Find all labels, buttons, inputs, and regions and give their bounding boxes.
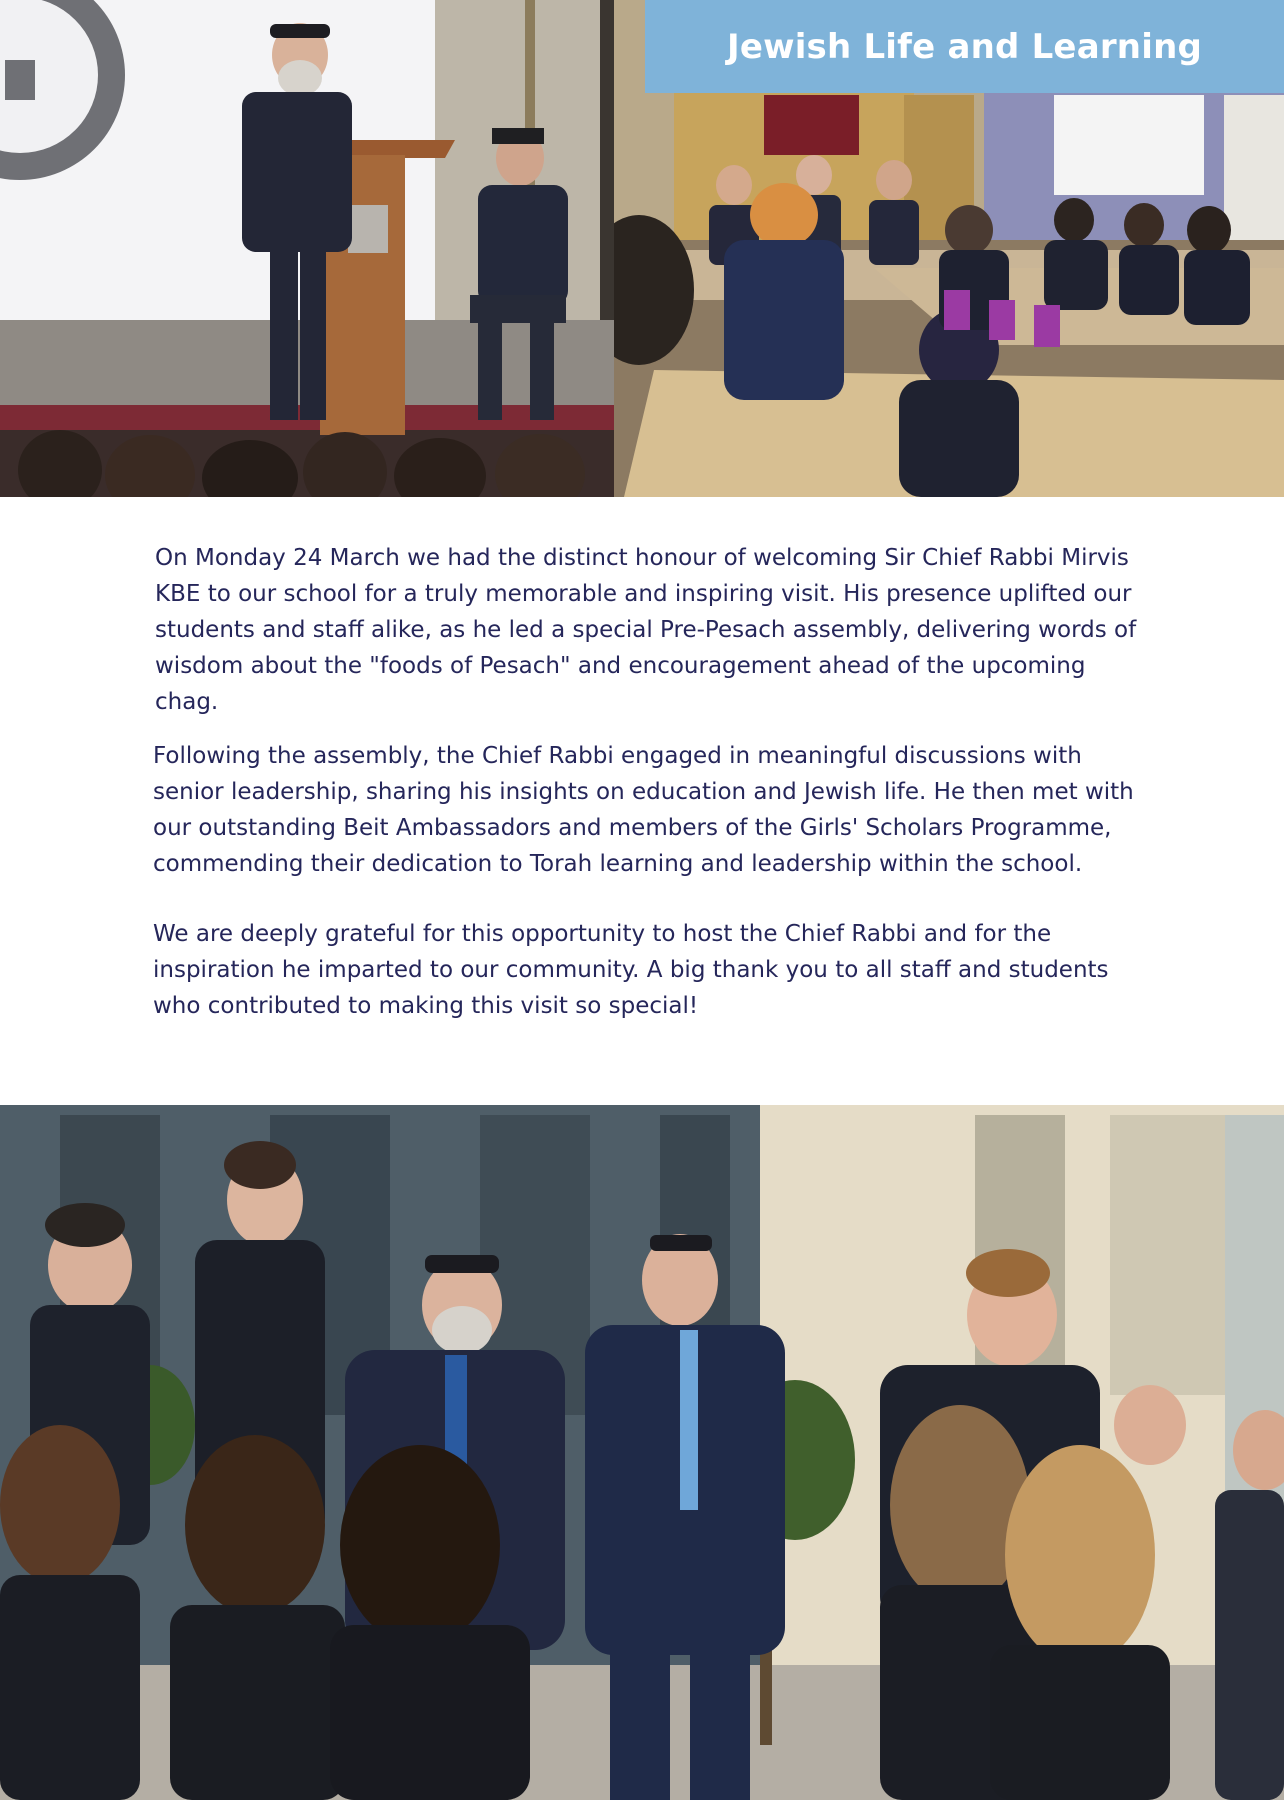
section-title-banner <box>645 0 1284 93</box>
article-paragraph-2: Following the assembly, the Chief Rabbi engaged in meaningful discussions with senior leadership, sharing his insights on education and Jewish life. He then met with our outstanding Beit Ambassadors and members of the Girls' Scholars Programme, commending their dedication to Torah learning and leadership within the school. <box>153 743 1134 877</box>
article-paragraph-3: We are deeply grateful for this opportunity to host the Chief Rabbi and for the inspiration he imparted to our community. A big thank you to all staff and students who contributed to making this visit so special! <box>153 921 1109 1019</box>
article-paragraph-1: On Monday 24 March we had the distinct honour of welcoming Sir Chief Rabbi Mirvis KBE to our school for a truly memorable and inspiring visit. His presence uplifted our students and staff alike, as he led a special Pre-Pesach assembly, delivering words of wisdom about the "foods of Pesach" and encouragement ahead of the upcoming chag. <box>155 545 1137 715</box>
group-photo <box>0 1105 1284 1800</box>
page-title: Jewish Life and Learning <box>726 26 1203 67</box>
assembly-photo <box>0 0 614 497</box>
article-body <box>153 540 1143 1024</box>
